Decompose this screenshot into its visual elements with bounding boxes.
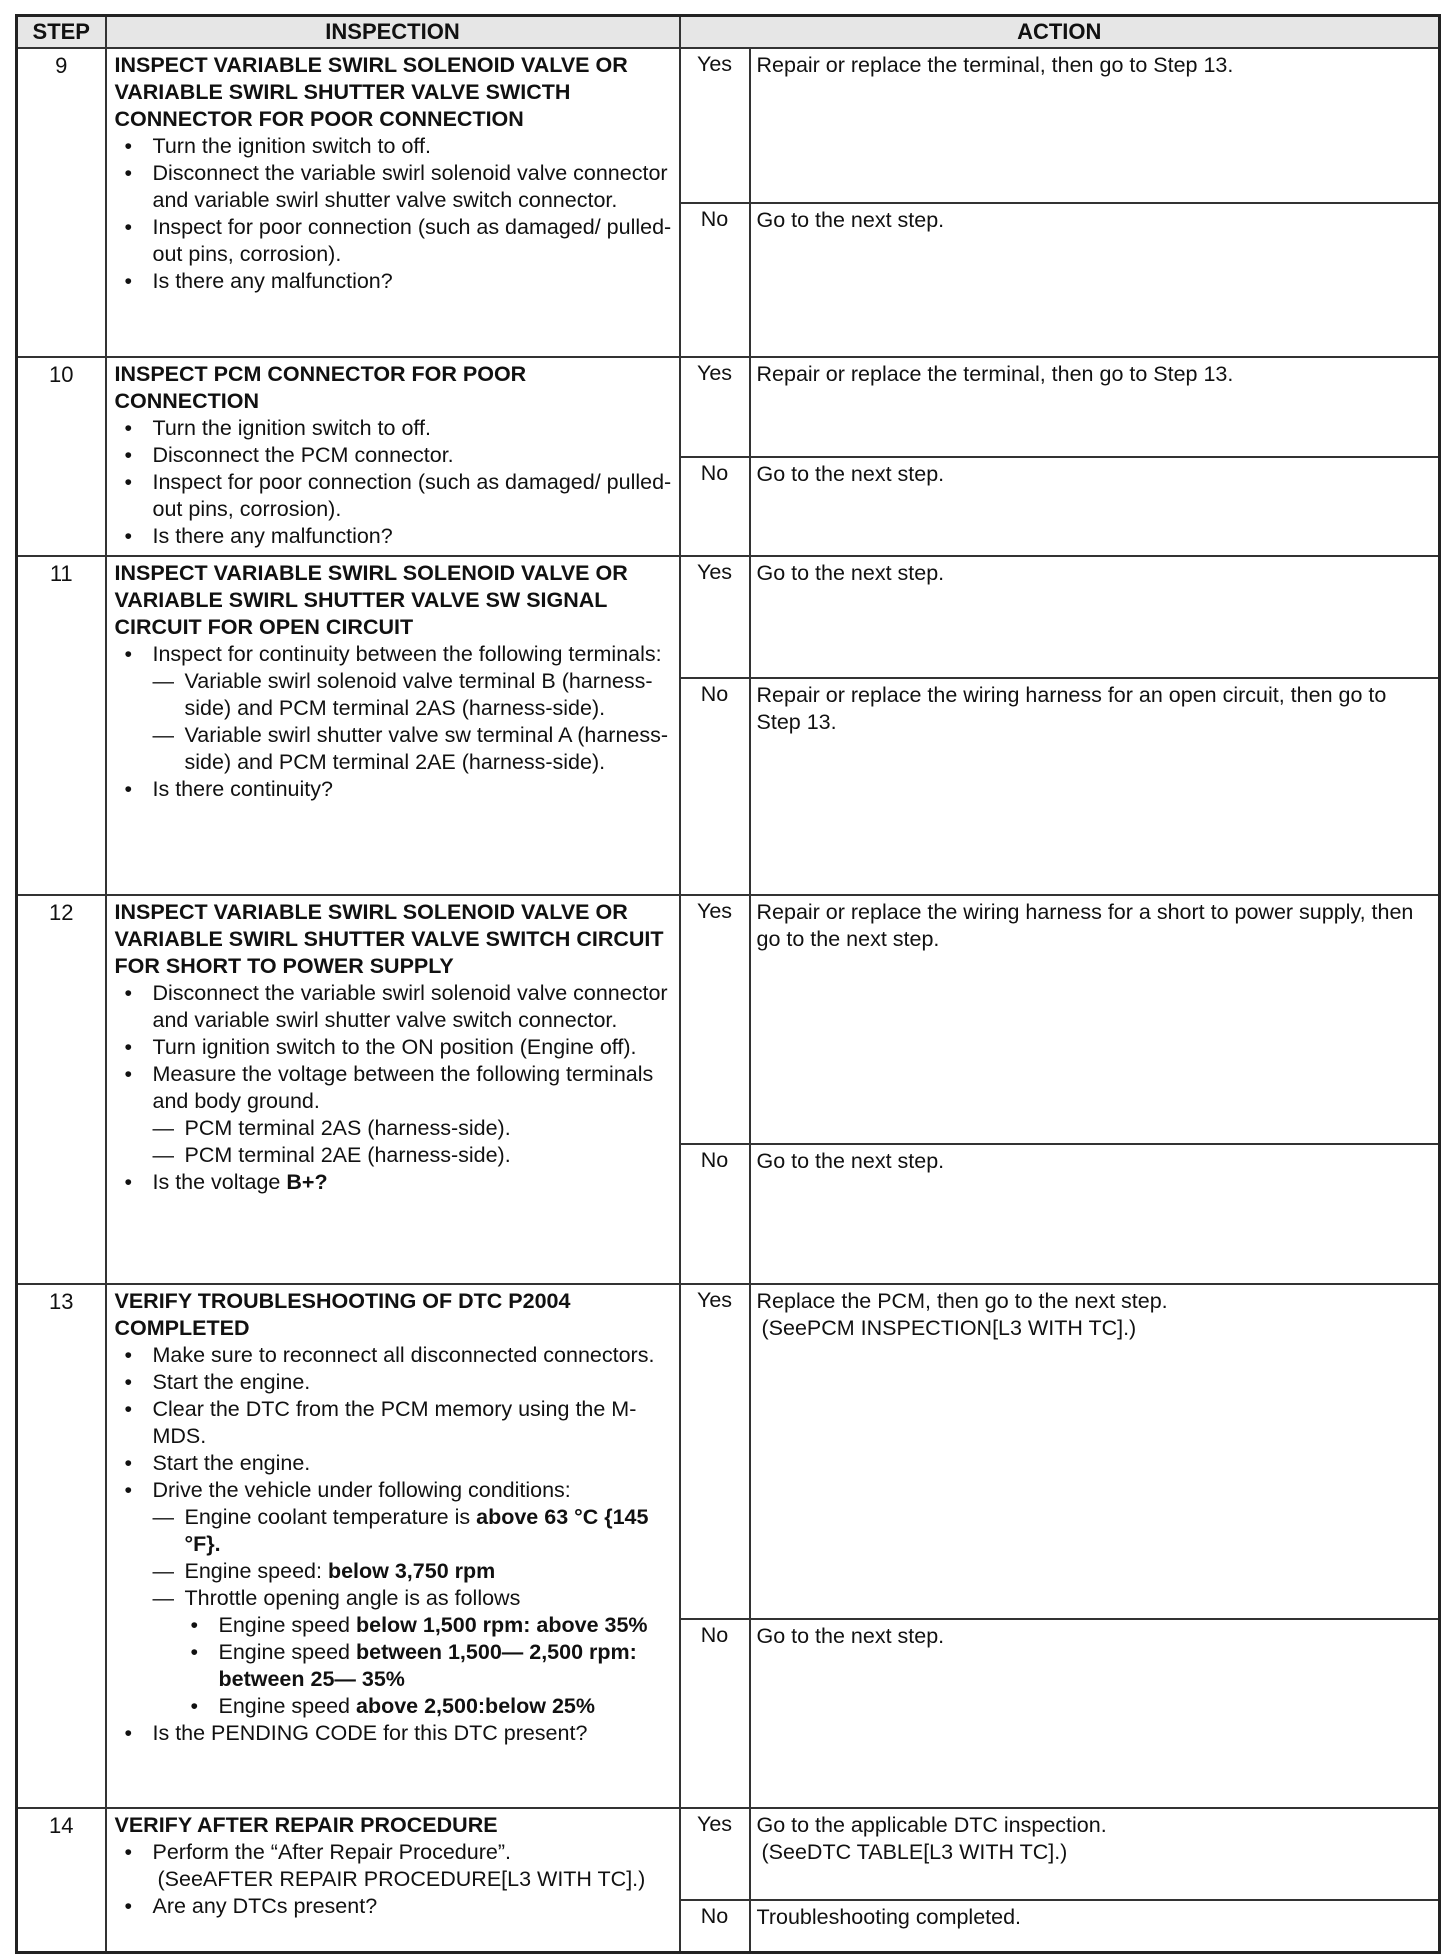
yes-label: Yes xyxy=(680,357,750,457)
inspection-title: INSPECT VARIABLE SWIRL SOLENOID VALVE OR VARIABLE SWIRL SHUTTER VALVE SWITCH CIRCUIT FOR SHORT TO POWER SUPPLY xyxy=(114,900,664,978)
sub-item xyxy=(115,1693,673,1720)
list-item: • Inspect for continuity between the following terminals: xyxy=(115,641,673,668)
reference-link[interactable]: (SeeDTC TABLE[L3 WITH TC].) xyxy=(761,1840,1068,1864)
yes-label: Yes xyxy=(680,895,750,1144)
no-action: Troubleshooting completed. xyxy=(750,1900,1440,1953)
no-label: No xyxy=(680,457,750,557)
no-action: Go to the next step. xyxy=(750,203,1440,358)
inspection-cell xyxy=(106,1284,680,1808)
list-item: • Make sure to reconnect all disconnected connectors. xyxy=(115,1342,673,1369)
condition-value: above 63 °C {145 °F}. xyxy=(184,1505,649,1556)
table-row xyxy=(17,556,1440,678)
yes-label: Yes xyxy=(680,1284,750,1619)
table-header-row xyxy=(17,16,1440,49)
sub-item xyxy=(115,1612,673,1639)
reference-link[interactable]: (SeeAFTER REPAIR PROCEDURE[L3 WITH TC].) xyxy=(157,1867,646,1891)
list-item: • Turn the ignition switch to off. xyxy=(115,415,673,442)
dash-item xyxy=(115,1558,673,1585)
no-action: Repair or replace the wiring harness for an open circuit, then go to Step 13. xyxy=(750,678,1440,895)
dash-item: — Throttle opening angle is as follows xyxy=(115,1585,673,1612)
no-action: Go to the next step. xyxy=(750,1144,1440,1284)
yes-action: Repair or replace the wiring harness for a short to power supply, then go to the next step. xyxy=(750,895,1440,1144)
header-inspection: INSPECTION xyxy=(106,16,680,49)
table-row xyxy=(17,48,1440,203)
step-number: 14 xyxy=(17,1808,106,1953)
condition-value: below 3,750 rpm xyxy=(327,1559,496,1583)
step-number: 13 xyxy=(17,1284,106,1808)
inspection-title: INSPECT VARIABLE SWIRL SOLENOID VALVE OR VARIABLE SWIRL SHUTTER VALVE SWICTH CONNECTOR FOR POOR CONNECTION xyxy=(114,53,628,131)
step-number: 11 xyxy=(17,556,106,895)
list-item: • Start the engine. xyxy=(115,1369,673,1396)
no-action: Go to the next step. xyxy=(750,457,1440,557)
no-label: No xyxy=(680,1619,750,1808)
dash-item: — PCM terminal 2AS (harness-side). xyxy=(115,1115,673,1142)
table-row xyxy=(17,357,1440,457)
list-item: • Start the engine. xyxy=(115,1450,673,1477)
yes-action-line: Replace the PCM, then go to the next step. xyxy=(756,1289,1168,1313)
troubleshooting-table xyxy=(15,14,1441,1954)
list-item: • Is there any malfunction? xyxy=(115,523,673,550)
table-row xyxy=(17,895,1440,1144)
inspection-cell xyxy=(106,556,680,895)
inspection-list xyxy=(115,415,673,550)
condition-text: Engine speed xyxy=(218,1640,356,1664)
list-item: • Disconnect the variable swirl solenoid valve connector and variable swirl shutter valve switch connector. xyxy=(115,160,673,214)
no-label: No xyxy=(680,1900,750,1953)
condition-value: above 2,500:below 25% xyxy=(355,1694,595,1718)
list-item: • Is there any malfunction? xyxy=(115,268,673,295)
list-item: • Are any DTCs present? xyxy=(115,1893,673,1920)
yes-action: Repair or replace the terminal, then go to Step 13. xyxy=(750,357,1440,457)
list-item: • Is the PENDING CODE for this DTC present? xyxy=(115,1720,673,1747)
list-item: • Turn ignition switch to the ON position (Engine off). xyxy=(115,1034,673,1061)
yes-action: Repair or replace the terminal, then go to Step 13. xyxy=(750,48,1440,203)
condition-text: Engine speed: xyxy=(184,1559,328,1583)
table-row xyxy=(17,1808,1440,1900)
no-label: No xyxy=(680,678,750,895)
yes-action xyxy=(750,1808,1440,1900)
list-item: • Disconnect the variable swirl solenoid valve connector and variable swirl shutter valve switch connector. xyxy=(115,980,673,1034)
list-item: • Inspect for poor connection (such as damaged/ pulled-out pins, corrosion). xyxy=(115,469,673,523)
yes-action-line: Go to the applicable DTC inspection. xyxy=(756,1813,1107,1837)
list-item: • Is there continuity? xyxy=(115,776,673,803)
list-item: • Measure the voltage between the following terminals and body ground. xyxy=(115,1061,673,1115)
inspection-list xyxy=(115,641,673,803)
inspection-cell xyxy=(106,1808,680,1953)
condition-text: Engine speed xyxy=(218,1613,356,1637)
header-action: ACTION xyxy=(680,16,1440,49)
no-label: No xyxy=(680,203,750,358)
yes-label: Yes xyxy=(680,48,750,203)
inspection-list xyxy=(115,1342,673,1747)
list-item: • Inspect for poor connection (such as damaged/ pulled-out pins, corrosion). xyxy=(115,214,673,268)
inspection-list xyxy=(115,133,673,295)
inspection-title: VERIFY TROUBLESHOOTING OF DTC P2004 COMPLETED xyxy=(114,1289,571,1340)
no-action: Go to the next step. xyxy=(750,1619,1440,1808)
dash-item xyxy=(115,1504,673,1558)
reference-link[interactable]: (SeePCM INSPECTION[L3 WITH TC].) xyxy=(761,1316,1137,1340)
inspection-title: VERIFY AFTER REPAIR PROCEDURE xyxy=(114,1813,498,1837)
question-text: Is the voltage xyxy=(152,1170,287,1194)
yes-label: Yes xyxy=(680,1808,750,1900)
yes-action: Go to the next step. xyxy=(750,556,1440,678)
condition-text: Engine coolant temperature is xyxy=(184,1505,477,1529)
inspection-cell xyxy=(106,48,680,357)
yes-action xyxy=(750,1284,1440,1619)
list-item xyxy=(115,1839,673,1893)
inspection-list xyxy=(115,980,673,1196)
dash-item: — Variable swirl solenoid valve terminal B (harness-side) and PCM terminal 2AS (harness-side). xyxy=(115,668,673,722)
inspection-title: INSPECT VARIABLE SWIRL SOLENOID VALVE OR VARIABLE SWIRL SHUTTER VALVE SW SIGNAL CIRCUIT FOR OPEN CIRCUIT xyxy=(114,561,628,639)
step-number: 9 xyxy=(17,48,106,357)
list-item: • Disconnect the PCM connector. xyxy=(115,442,673,469)
condition-text: Engine speed xyxy=(218,1694,356,1718)
inspection-cell xyxy=(106,357,680,556)
inspection-cell xyxy=(106,895,680,1284)
list-item-text: • Perform the “After Repair Procedure”. xyxy=(152,1840,511,1864)
header-step: STEP xyxy=(17,16,106,49)
step-number: 10 xyxy=(17,357,106,556)
dash-item: — Variable swirl shutter valve sw terminal A (harness-side) and PCM terminal 2AE (harness-side). xyxy=(115,722,673,776)
inspection-list xyxy=(115,1839,673,1920)
sub-item xyxy=(115,1639,673,1693)
yes-label: Yes xyxy=(680,556,750,678)
condition-value: between 1,500— 2,500 rpm: between 25— 35% xyxy=(218,1640,637,1691)
list-item: • Turn the ignition switch to off. xyxy=(115,133,673,160)
inspection-title: INSPECT PCM CONNECTOR FOR POOR CONNECTION xyxy=(114,362,527,413)
condition-value: below 1,500 rpm: above 35% xyxy=(355,1613,648,1637)
question-bold: B+? xyxy=(286,1170,328,1194)
step-number: 12 xyxy=(17,895,106,1284)
list-item xyxy=(115,1169,673,1196)
no-label: No xyxy=(680,1144,750,1284)
table-row xyxy=(17,1284,1440,1619)
dash-item: — PCM terminal 2AE (harness-side). xyxy=(115,1142,673,1169)
list-item: • Drive the vehicle under following conditions: xyxy=(115,1477,673,1504)
list-item: • Clear the DTC from the PCM memory using the M-MDS. xyxy=(115,1396,673,1450)
troubleshooting-table-sheet xyxy=(15,14,1438,1954)
